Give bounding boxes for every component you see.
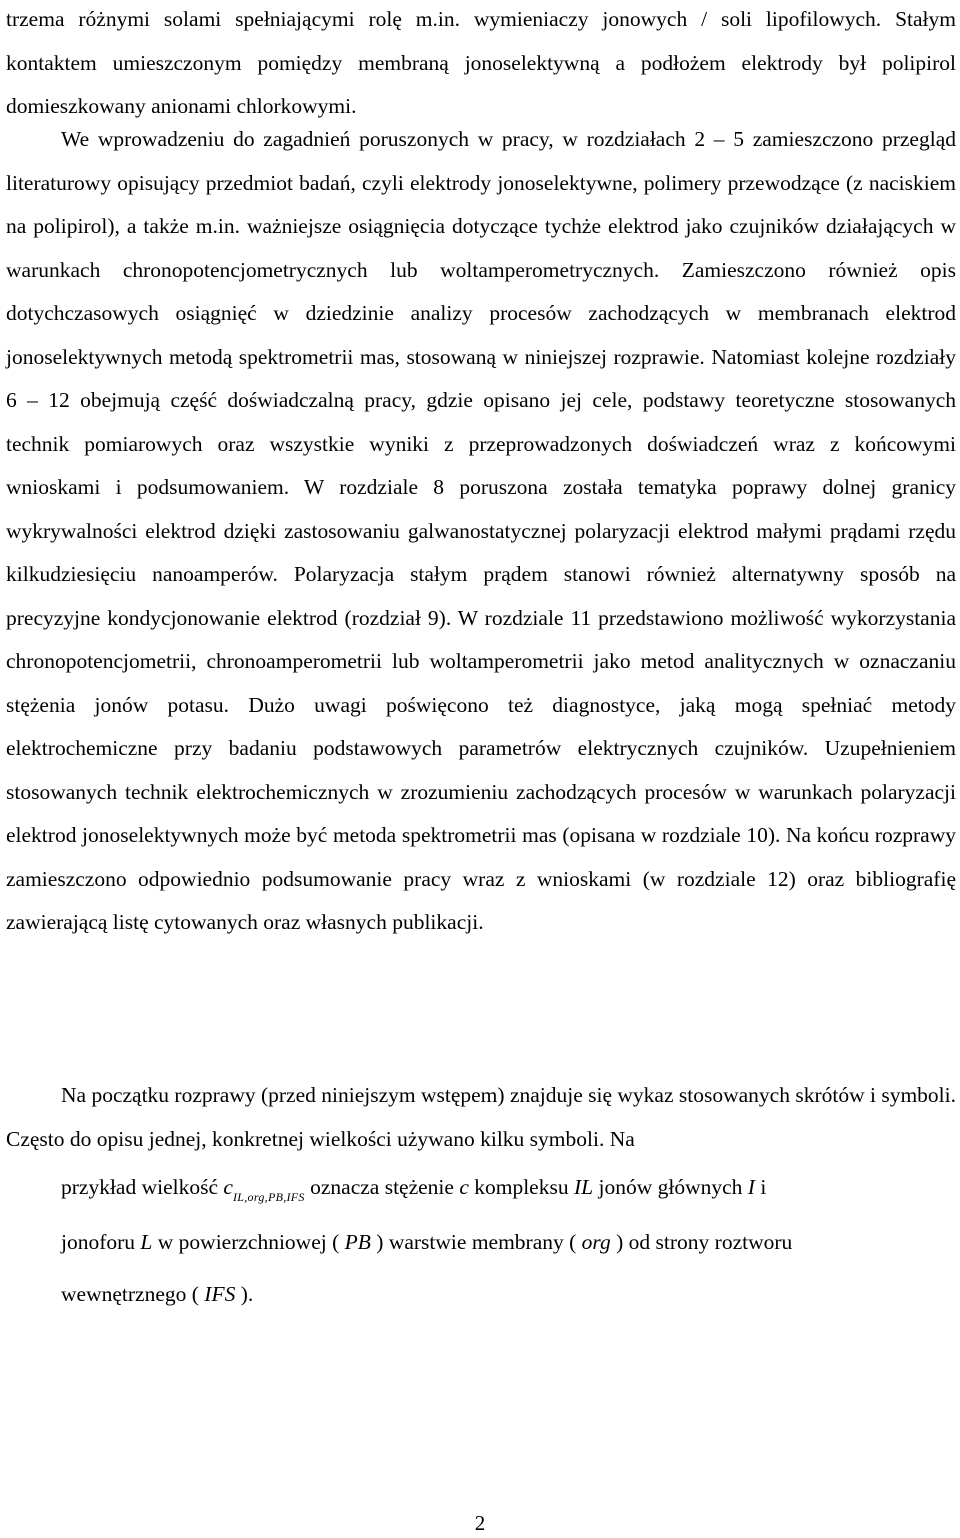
text-fragment: kompleksu xyxy=(468,1175,574,1199)
symbols-line-3 xyxy=(6,1268,956,1320)
paragraph-3-intro: Na początku rozprawy (przed niniejszym wstępem) znajduje się wykaz stosowanych skrótów i symboli. Często do opisu jednej, konkretnej wielkości używano kilku symboli. Na xyxy=(6,1083,956,1151)
paragraph-1: trzema różnymi solami spełniającymi rolę m.in. wymieniaczy jonowych / soli lipofilowych. Stałym kontaktem umieszczonym pomiędzy membraną jonoselektywną a podłożem elektrody był polipirol domieszkowany anionami chlorkowymi. xyxy=(6,7,956,118)
symbol-IL: IL xyxy=(573,1175,594,1199)
symbol-c: c xyxy=(223,1175,233,1199)
text-fragment: jonoforu xyxy=(61,1230,141,1254)
text-fragment: ) warstwie membrany ( xyxy=(370,1230,582,1254)
symbols-line-2 xyxy=(6,1216,956,1268)
symbol-subscript: IL,org,PB,IFS xyxy=(232,1190,305,1204)
text-fragment: ). xyxy=(235,1282,254,1306)
paragraph-3 xyxy=(6,1074,956,1320)
text-fragment: oznacza stężenie xyxy=(304,1175,460,1199)
symbol-c2: c xyxy=(459,1175,469,1199)
symbol-I: I xyxy=(747,1175,755,1199)
symbols-line-1 xyxy=(6,1161,956,1216)
symbol-IFS: IFS xyxy=(204,1282,236,1306)
text-fragment: i xyxy=(754,1175,767,1199)
text-fragment: w powierzchniowej ( xyxy=(152,1230,345,1254)
text-fragment: przykład wielkość xyxy=(61,1175,224,1199)
text-fragment: wewnętrznego ( xyxy=(61,1282,205,1306)
paragraph-2: We wprowadzeniu do zagadnień poruszonych w pracy, w rozdziałach 2 – 5 zamieszczono przegląd literaturowy opisujący przedmiot badań, czyli elektrody jonoselektywne, polimery przewodzące (z naciskiem na polipirol), a także m.in. ważniejsze osiągnięcia dotyczące tychże elektrod jako czujników działających w warunkach chronopotencjometrycznych lub woltamperometrycznych. Zamieszczono również opis dotychczasowych osiągnięć w dziedzinie analizy procesów zachodzących w membranach elektrod jonoselektywnych metodą spektrometrii mas, stosowaną w niniejszej rozprawie. Natomiast kolejne rozdziały 6 – 12 obejmują część doświadczalną pracy, gdzie opisano jej cele, podstawy teoretyczne stosowanych technik pomiarowych oraz wszystkie wyniki z przeprowadzonych doświadczeń wraz z końcowymi wnioskami i podsumowaniem. W rozdziale 8 poruszona została tematyka poprawy dolnej granicy wykrywalności elektrod dzięki zastosowaniu galwanostatycznej polaryzacji elektrod małymi prądami rzędu kilkudziesięciu nanoamperów. Polaryzacja stałym prądem stanowi również alternatywny sposób na precyzyjne kondycjonowanie elektrod (rozdział 9). W rozdziale 11 przedstawiono możliwość wykorzystania chronopotencjometrii, chronoamperometrii lub woltamperometrii jako metod analitycznych w oznaczaniu stężenia jonów potasu. Dużo uwagi poświęcono też diagnostyce, jaką mogą spełniać metody elektrochemiczne przy badaniu podstawowych parametrów elektrycznych czujników. Uzupełnieniem stosowanych technik elektrochemicznych w zrozumieniu zachodzących procesów w warunkach polaryzacji elektrod jonoselektywnych może być metoda spektrometrii mas (opisana w rozdziale 10). Na końcu rozprawy zamieszczono odpowiednio podsumowanie pracy wraz z wnioskami (w rozdziale 12) oraz bibliografię zawierającą listę cytowanych oraz własnych publikacji. xyxy=(6,127,956,934)
symbol-PB: PB xyxy=(344,1230,371,1254)
page-number: 2 xyxy=(474,1511,486,1535)
symbol-org: org xyxy=(581,1230,611,1254)
symbol-L: L xyxy=(140,1230,153,1254)
text-fragment: jonów głównych xyxy=(593,1175,748,1199)
text-fragment: ) od strony roztworu xyxy=(610,1230,793,1254)
